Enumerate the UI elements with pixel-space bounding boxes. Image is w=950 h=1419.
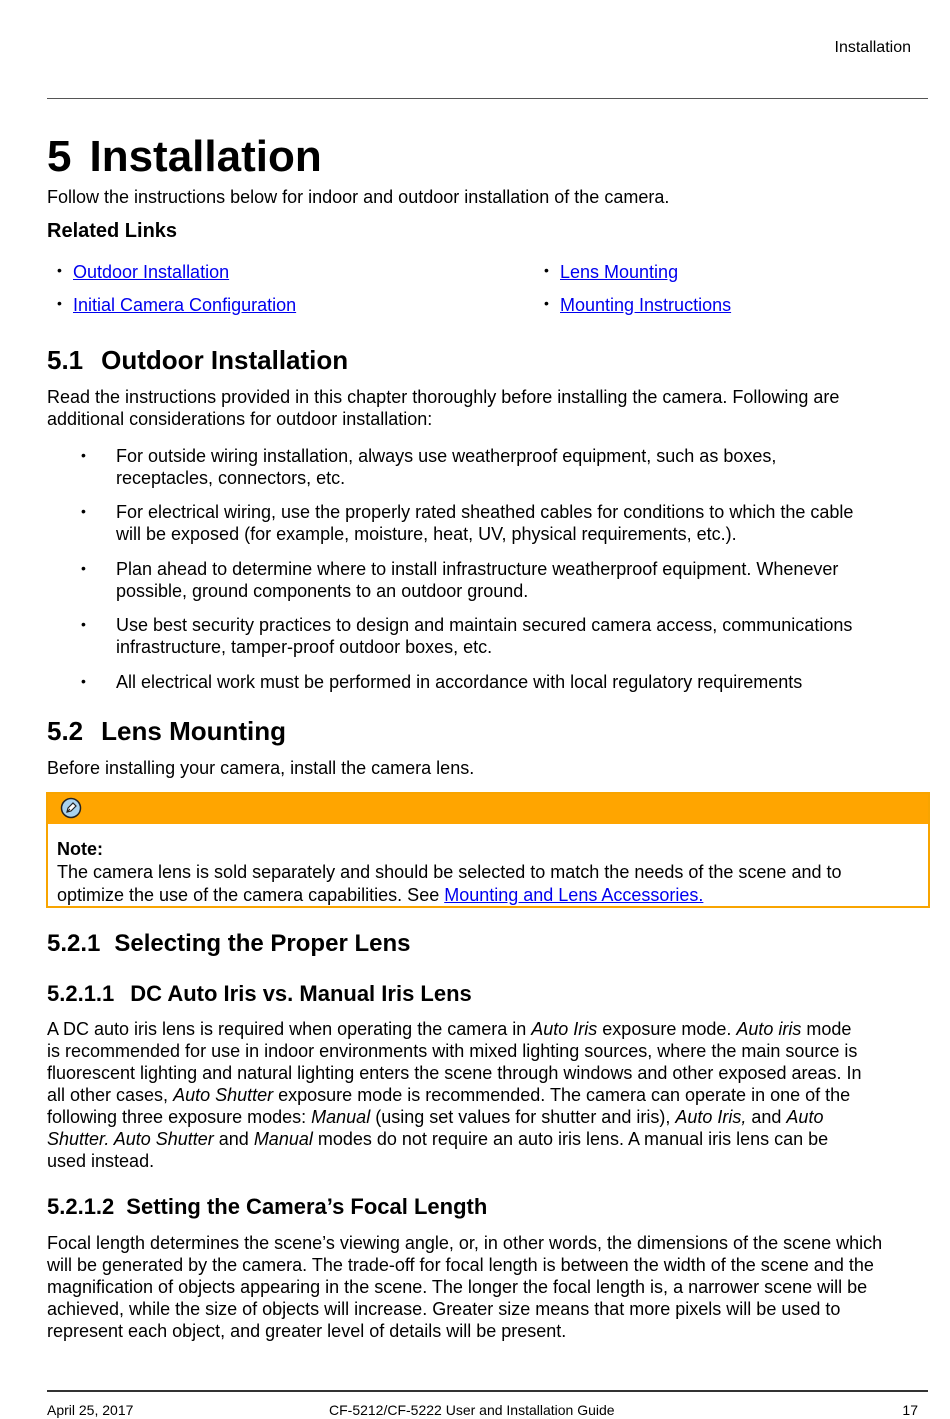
related-links-title: Related Links	[47, 220, 178, 242]
section-heading-5-2	[47, 716, 286, 746]
paragraph-line: additional considerations for outdoor installation:	[47, 409, 433, 429]
bullet-icon: •	[81, 616, 86, 632]
list-item	[116, 671, 802, 693]
text-segment: is recommended for use in indoor environments with mixed lighting sources, where the main source is	[47, 1041, 858, 1061]
link-mounting-lens-accessories[interactable]: Mounting and Lens Accessories.	[444, 885, 704, 905]
paragraph-line	[47, 1018, 862, 1040]
paragraph-line: magnification of objects appearing in the scene. The longer the focal length is, a narrower scene will be	[47, 1277, 868, 1297]
list-item-line: For electrical wiring, use the properly rated sheathed cables for conditions to which the cable	[116, 502, 854, 522]
note-text-line: The camera lens is sold separately and should be selected to match the needs of the scene and to	[57, 862, 842, 882]
note-header	[48, 794, 928, 824]
text-segment: and	[746, 1107, 787, 1127]
link-mounting-instructions[interactable]: Mounting Instructions	[560, 295, 732, 315]
section-number: 5.1	[47, 345, 84, 375]
header-rule	[47, 98, 928, 99]
emphasized-term: Auto Iris,	[675, 1107, 747, 1127]
list-item-line: receptacles, connectors, etc.	[116, 468, 346, 488]
footer-date: April 25, 2017	[47, 1402, 134, 1418]
section-title: Outdoor Installation	[101, 345, 349, 375]
text-segment: (using set values for shutter and iris),	[370, 1107, 676, 1127]
list-item-line: infrastructure, tamper-proof outdoor boxes, etc.	[116, 637, 493, 657]
paragraph-line: represent each object, and greater level of details will be present.	[47, 1321, 567, 1341]
section-heading-5-1	[47, 345, 348, 375]
link-outdoor-installation[interactable]: Outdoor Installation	[73, 262, 230, 282]
footer-rule	[47, 1390, 928, 1392]
bullet-icon: •	[81, 560, 86, 576]
emphasized-term: Shutter. Auto Shutter	[47, 1129, 214, 1149]
paragraph-line: achieved, while the size of objects will increase. Greater size means that more pixels will be used to	[47, 1299, 841, 1319]
list-item	[116, 445, 776, 489]
text-segment: mode	[801, 1019, 852, 1039]
section-number: 5.2.1	[47, 930, 101, 957]
link-initial-camera-configuration[interactable]: Initial Camera Configuration	[73, 295, 297, 315]
section-title: Lens Mounting	[101, 716, 287, 746]
list-item-line: For outside wiring installation, always use weatherproof equipment, such as boxes,	[116, 446, 777, 466]
chapter-intro: Follow the instructions below for indoor and outdoor installation of the camera.	[47, 187, 670, 207]
section-heading-5-2-1-2	[47, 1194, 487, 1220]
section-title: Selecting the Proper Lens	[114, 930, 411, 957]
section-heading-5-2-1-1	[47, 981, 472, 1007]
list-item-line: possible, ground components to an outdoor ground.	[116, 581, 529, 601]
paragraph-line: Focal length determines the scene’s viewing angle, or, in other words, the dimensions of the scene which	[47, 1233, 883, 1253]
chapter-number: 5	[47, 132, 72, 181]
bullet-icon: •	[544, 295, 549, 311]
text-segment: and	[213, 1129, 254, 1149]
list-item	[116, 614, 852, 658]
note-label: Note:	[57, 839, 103, 859]
text-segment: all other cases,	[47, 1085, 174, 1105]
section-number: 5.2	[47, 716, 84, 746]
chapter-title	[47, 132, 322, 182]
bullet-icon: •	[544, 262, 549, 278]
section-number: 5.2.1.1	[47, 981, 115, 1006]
text-segment: exposure mode is recommended. The camera can operate in one of the	[273, 1085, 851, 1105]
note-text: optimize the use of the camera capabilities. See	[57, 885, 445, 905]
section-title: DC Auto Iris vs. Manual Iris Lens	[130, 981, 472, 1006]
chapter-title-text: Installation	[89, 132, 322, 181]
section-heading-5-2-1	[47, 930, 410, 958]
list-item-line: All electrical work must be performed in accordance with local regulatory requirements	[116, 672, 803, 692]
emphasized-term: Auto Iris	[531, 1019, 598, 1039]
section-5-2-1-1-paragraph	[47, 1018, 862, 1172]
paragraph-line: will be generated by the camera. The trade-off for focal length is between the width of the scene and the	[47, 1255, 874, 1275]
list-item	[116, 558, 838, 602]
page-number: 17	[902, 1402, 918, 1418]
list-item-line: will be exposed (for example, moisture, heat, UV, physical requirements, etc.).	[116, 524, 737, 544]
section-5-2-paragraph: Before installing your camera, install the camera lens.	[47, 758, 475, 778]
paragraph-line	[47, 1040, 862, 1062]
link-lens-mounting[interactable]: Lens Mounting	[560, 262, 679, 282]
list-item-line: Plan ahead to determine where to install infrastructure weatherproof equipment. Whenever	[116, 559, 839, 579]
section-number: 5.2.1.2	[47, 1194, 115, 1219]
pen-note-icon	[60, 797, 82, 819]
text-segment: used instead.	[47, 1151, 155, 1171]
footer-title: CF-5212/CF-5222 User and Installation Guide	[329, 1402, 615, 1418]
section-5-2-1-2-paragraph	[47, 1232, 882, 1342]
section-5-1-paragraph	[47, 386, 839, 430]
running-header: Installation	[834, 39, 911, 56]
bullet-icon: •	[57, 262, 62, 278]
text-segment: fluorescent lighting and natural lighting enters the scene through windows and other exposed areas. In	[47, 1063, 862, 1083]
text-segment: A DC auto iris lens is required when operating the camera in	[47, 1019, 532, 1039]
note-box	[46, 792, 930, 908]
list-item	[116, 501, 853, 545]
text-segment: modes do not require an auto iris lens. A manual iris lens can be	[312, 1129, 829, 1149]
paragraph-line	[47, 1062, 862, 1084]
list-item-line: Use best security practices to design and maintain secured camera access, communications	[116, 615, 853, 635]
bullet-icon: •	[81, 673, 86, 689]
emphasized-term: Auto iris	[736, 1019, 802, 1039]
paragraph-line	[47, 1128, 862, 1150]
emphasized-term: Auto	[786, 1107, 824, 1127]
bullet-icon: •	[57, 295, 62, 311]
paragraph-line	[47, 1106, 862, 1128]
emphasized-term: Auto Shutter	[173, 1085, 274, 1105]
paragraph-line: Read the instructions provided in this chapter thoroughly before installing the camera. Following are	[47, 387, 840, 407]
paragraph-line	[47, 1150, 862, 1172]
paragraph-line	[47, 1084, 862, 1106]
text-segment: exposure mode.	[597, 1019, 737, 1039]
text-segment: following three exposure modes:	[47, 1107, 312, 1127]
emphasized-term: Manual	[253, 1129, 313, 1149]
bullet-icon: •	[81, 503, 86, 519]
section-title: Setting the Camera’s Focal Length	[126, 1194, 488, 1219]
note-text-line	[57, 884, 703, 906]
emphasized-term: Manual	[311, 1107, 371, 1127]
bullet-icon: •	[81, 447, 86, 463]
